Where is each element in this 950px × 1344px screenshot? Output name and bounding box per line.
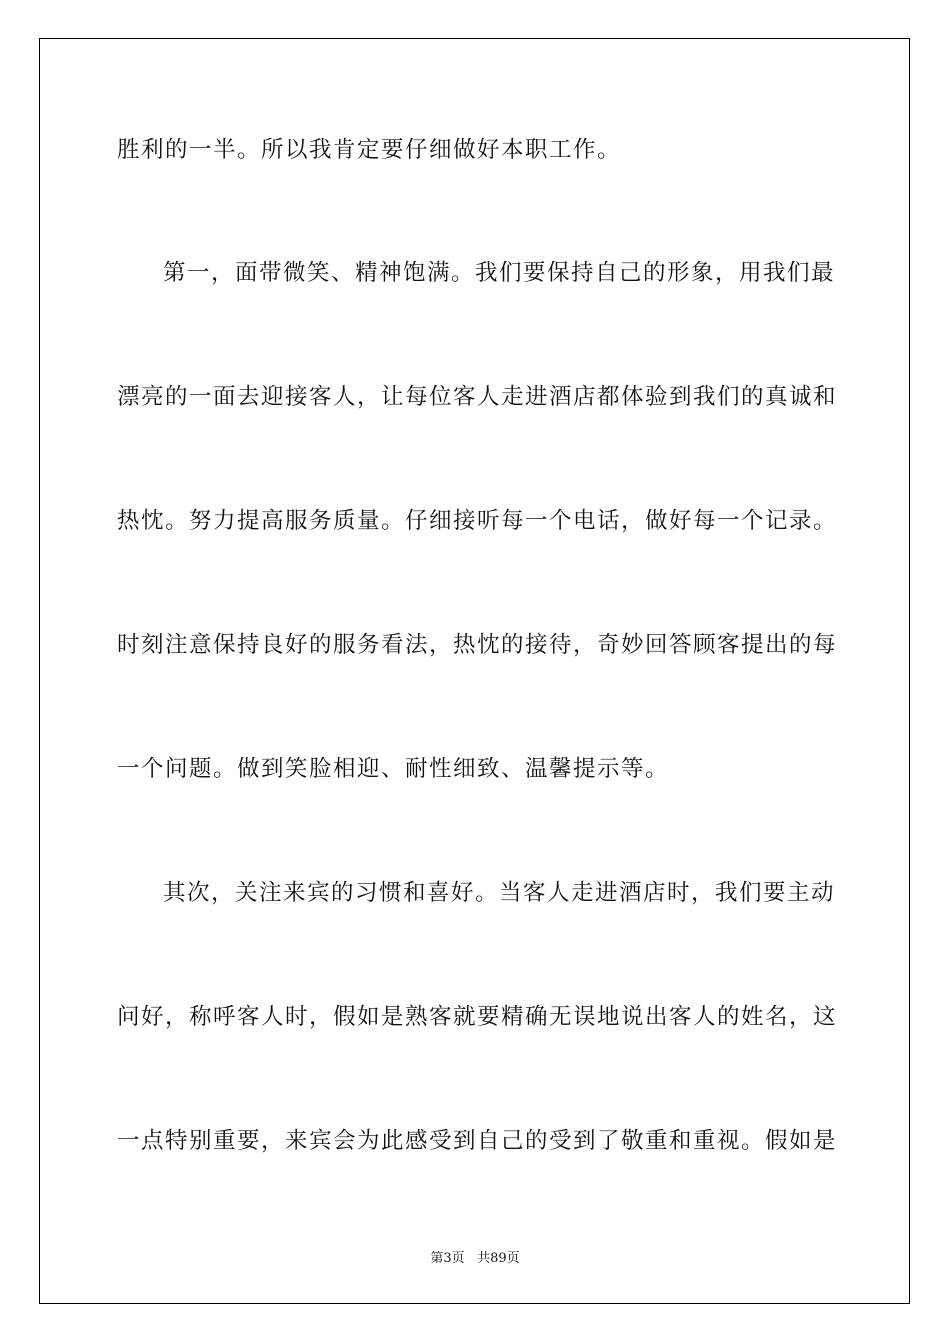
text-line: 胜利的一半。所以我肯定要仔细做好本职工作。 <box>117 137 622 163</box>
text-line: 漂亮的一面去迎接客人，让每位客人走进酒店都体验到我们的真诚和 <box>117 384 838 410</box>
text-line: 问好，称呼客人时，假如是熟客就要精确无误地说出客人的姓名，这 <box>117 1004 838 1030</box>
page-border <box>39 38 910 1304</box>
text-line: 时刻注意保持良好的服务看法，热忱的接待，奇妙回答顾客提出的每 <box>117 632 838 658</box>
paragraph-start-line: 其次，关注来宾的习惯和喜好。当客人走进酒店时，我们要主动 <box>163 880 836 906</box>
text-line: 一个问题。做到笑脸相迎、耐性细致、温馨提示等。 <box>117 756 670 782</box>
page-total: 共89页 <box>477 1251 520 1266</box>
text-line: 一点特别重要，来宾会为此感受到自己的受到了敬重和重视。假如是 <box>117 1128 838 1154</box>
page-number: 第3页 <box>430 1251 465 1266</box>
paragraph-start-line: 第一，面带微笑、精神饱满。我们要保持自己的形象，用我们最 <box>163 260 836 286</box>
text-line: 热忱。努力提高服务质量。仔细接听每一个电话，做好每一个记录。 <box>117 508 838 534</box>
page-footer <box>0 1247 950 1266</box>
